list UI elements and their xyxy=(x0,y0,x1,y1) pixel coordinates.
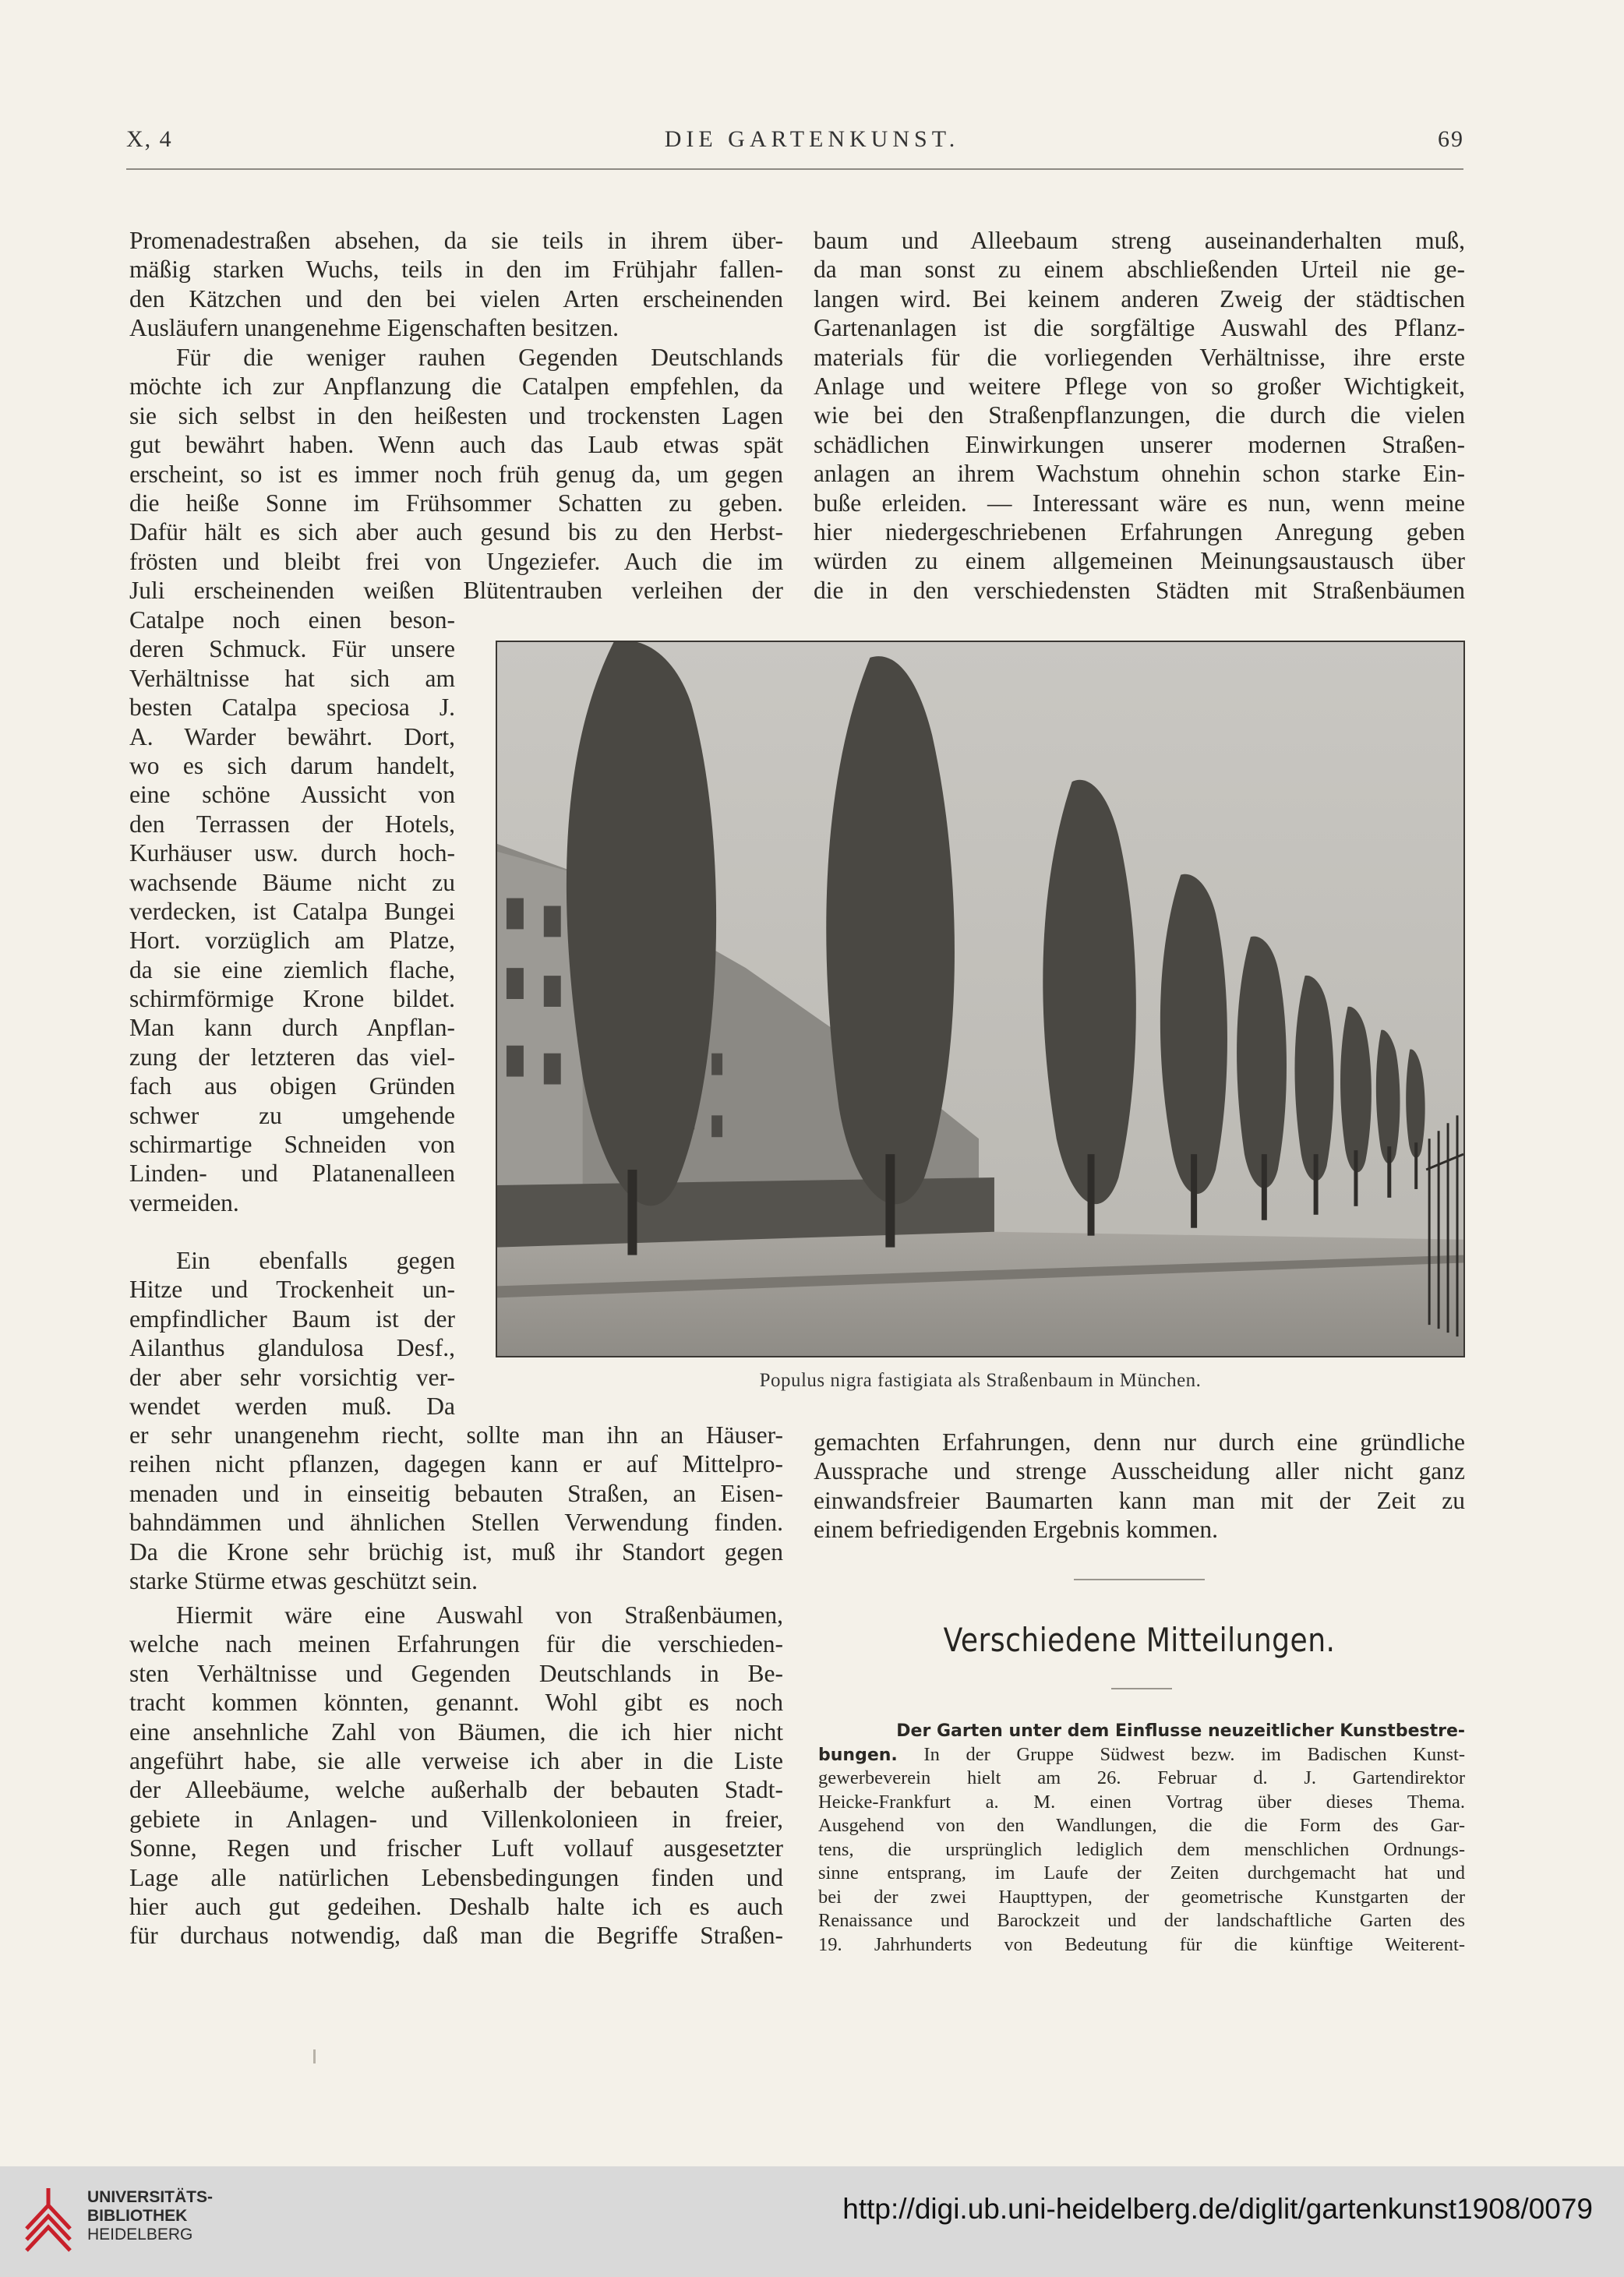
page-number: 69 xyxy=(1438,126,1464,152)
left-paragraph-3-narrow: Ein ebenfalls gegen Hitze und Trockenheit un- empfindlicher Baum ist der Ailanthus glandulosa Desf., der aber sehr vorsichtig ver- wendet werden muß. Da xyxy=(129,1247,455,1420)
left-paragraph-3-full: er sehr unangenehm riecht, sollte man ihn an Häuser- reihen nicht pflanzen, dagegen kann er auf Mittelpro- menaden und in einseitig bebauten Straßen, an Eisen- bahndämmen und ähnlichen Stellen Verwendung finden. Da die Krone sehr brüchig ist, muß ihr Standort gegen starke Stürme etwas geschützt sein. xyxy=(129,1421,783,1594)
issue-number: X, 4 xyxy=(126,126,173,152)
figure-caption: Populus nigra fastigiata als Straßenbaum in München. xyxy=(759,1370,1202,1391)
right-paragraph-1: baum und Alleebaum streng auseinanderhalten muß, da man sonst zu einem abschließenden Urteil nie ge- langen wird. Bei keinem anderen Zweig der städtischen Gartenanlagen ist die sorgfältige Auswahl des Pflanz- materials für die vorliegenden Verhältnisse, ihre erste Anlage und weitere Pflege von so großer Wichtigkeit, wie bei den Straßenpflanzungen, die durch die vielen schädlichen Einwirkungen unserer modernen Straßen- anlagen an ihrem Wachstum ohnehin schon starke Ein- buße erleiden. — Interessant wäre es nun, wenn meine hier niedergeschriebenen Erfahrungen Anregung geben würden zu einem allgemeinen Meinungsaustausch über die in den verschiedensten Städten mit Straßenbäumen xyxy=(814,227,1465,604)
section-rule-bottom xyxy=(1111,1688,1172,1689)
library-logo-icon xyxy=(20,2182,78,2260)
street-tree-photo xyxy=(496,641,1465,1357)
left-paragraph-2-full: Für die weniger rauhen Gegenden Deutschlands möchte ich zur Anpflanzung die Catalpen empfehlen, da sie sich selbst in den heißesten und trockensten Lagen gut bewährt haben. Wenn auch das Laub etwas spät erscheint, so ist es immer noch früh genug da, um gegen die heiße Sonne im Frühsommer Schatten zu geben. Dafür hält es sich aber auch gesund bis zu den Herbst- frösten und bleibt frei von Ungeziefer. Auch die im Juli erscheinenden weißen Blütentrauben verleihen der xyxy=(129,344,783,605)
header-rule xyxy=(126,168,1463,170)
news-item: Der Garten unter dem Einflusse neuzeitlicher Kunstbestre- bungen. In der Gruppe Südwest bezw. im Badischen Kunst- gewerbeverein hielt am 26. Februar d. J. Gartendirektor Heicke-Frankfurt a. M. einen Vortrag über dieses Thema. Ausgehend von den Wandlungen, die die Form des Gar- tens, die ursprünglich lediglich dem menschlichen Ordnungs- sinne entsprang, im Laufe der Zeiten durchgemacht hat und bei der zwei Haupttypen, der geometrische Kunstgarten der Renaissance und Barockzeit und der landschaftliche Garten des 19. Jahrhunderts von Bedeutung für die künftige Weiterent- xyxy=(818,1721,1465,1955)
right-paragraph-2: gemachten Erfahrungen, denn nur durch eine gründliche Aussprache und strenge Ausscheidung aller nicht ganz einwandsfreier Baumarten kann man mit der Zeit zu einem befriedigenden Ergebnis kommen. xyxy=(814,1428,1465,1544)
section-title: Verschiedene Mitteilungen. xyxy=(943,1621,1336,1659)
poplar-avenue-image xyxy=(497,642,1463,1356)
left-paragraph-1: Promenadestraßen absehen, da sie teils in ihrem über- mäßig starken Wuchs, teils in den im Frühjahr fallen- den Kätzchen und den bei vielen Arten erscheinenden Ausläufern unangenehme Eigenschaften besitzen. xyxy=(129,227,783,342)
left-paragraph-2-narrow: Catalpe noch einen beson- deren Schmuck. Für unsere Verhältnisse hat sich am besten Catalpa speciosa J. A. Warder bewährt. Dort, wo es sich darum handelt, eine schöne Aussicht von den Terrassen der Hotels, Kurhäuser usw. durch hoch- wachsende Bäume nicht zu verdecken, ist Catalpa Bungei Hort. vorzüglich am Platze, da sie eine ziemlich flache, schirmförmige Krone bildet. Man kann durch Anpflan- zung der letzteren das viel- fach aus obigen Gründen schwer zu umgehende schirmartige Schneiden von Linden- und Platanenalleen vermeiden. xyxy=(129,606,455,1216)
library-name: UNIVERSITÄTS- BIBLIOTHEK HEIDELBERG xyxy=(87,2188,214,2243)
news-item-heading: Der Garten unter dem Einflusse neuzeitlicher Kunstbestre- xyxy=(896,1721,1465,1741)
permalink-url[interactable]: http://digi.ub.uni-heidelberg.de/diglit/gartenkunst1908/0079 xyxy=(842,2193,1593,2225)
journal-title: DIE GARTENKUNST. xyxy=(664,126,960,152)
left-paragraph-4: Hiermit wäre eine Auswahl von Straßenbäumen, welche nach meinen Erfahrungen für die verschieden- sten Verhältnisse und Gegenden Deutschlands in Be- tracht kommen könnten, genannt. Wohl gibt es noch eine ansehnliche Zahl von Bäumen, die ich hier nicht angeführt habe, sie alle verweise ich aber in die Liste der Alleebäume, welche außerhalb der bebauten Stadt- gebiete in Anlagen- und Villenkolonieen in freier, Sonne, Regen und frischer Luft vollauf ausgesetzter Lage alle natürlichen Lebensbedingungen finden und hier auch gut gedeihen. Deshalb halte ich es auch für durchaus notwendig, daß man die Begriffe Straßen- xyxy=(129,1601,783,1950)
section-rule-top xyxy=(1074,1579,1205,1580)
news-item-heading-end: bungen. xyxy=(818,1745,898,1765)
scan-mark xyxy=(313,2049,316,2063)
